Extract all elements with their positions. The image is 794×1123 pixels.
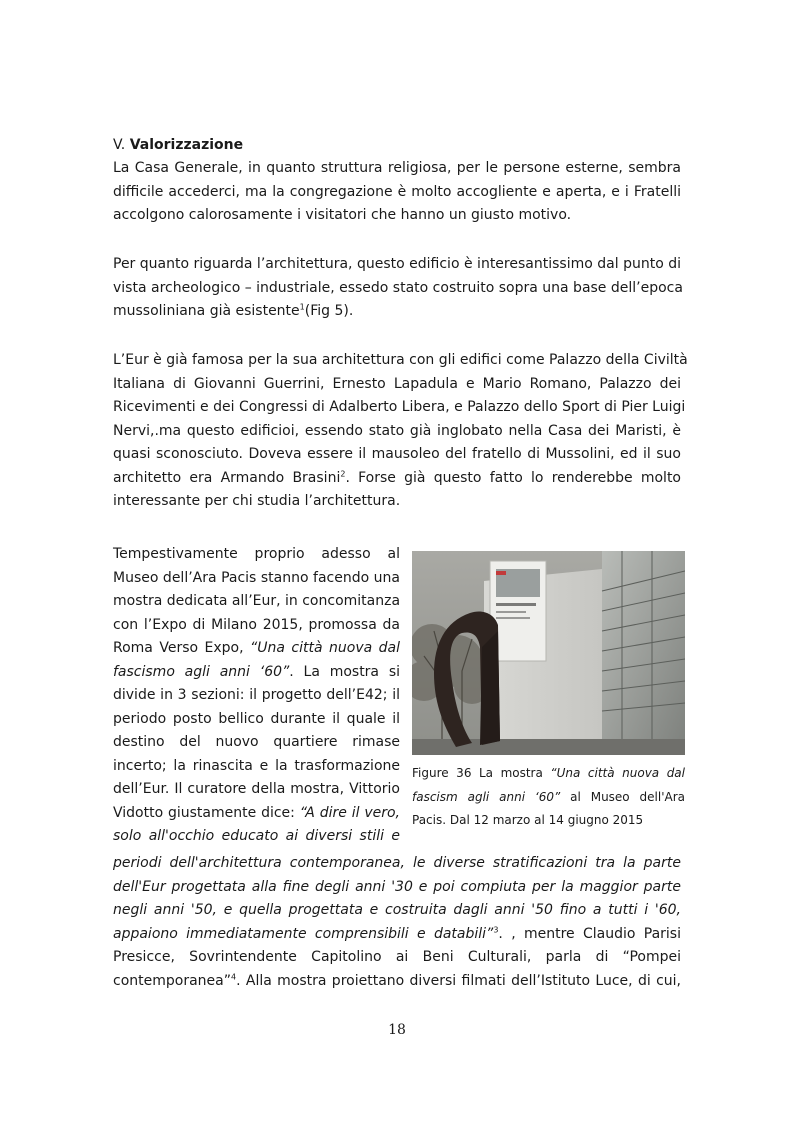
text-line: Tempestivamente proprio adesso al (113, 546, 400, 562)
text-line: periodi dell'architettura contemporanea, le diverse stratificazioni tra la parte (113, 855, 681, 871)
text-line (113, 802, 400, 826)
caption-line (412, 786, 685, 810)
text-line: mostra dedicata all’Eur, in concomitanza (113, 593, 401, 609)
text-segment: Roma Verso Expo, (113, 640, 250, 656)
page-number: 18 (388, 1022, 406, 1038)
caption-title: “Una città nuova dal (550, 766, 685, 780)
text-segment: . Alla mostra proiettano diversi filmati dell’Istituto Luce, di cui, (236, 972, 681, 989)
text-line: L’Eur è già famosa per la sua architettura con gli edifici come Palazzo della Civiltà (113, 352, 688, 368)
text-line: Italiana di Giovanni Guerrini, Ernesto Lapadula e Mario Romano, Palazzo dei (113, 375, 681, 392)
caption-line: Pacis. Dal 12 marzo al 14 giugno 2015 (412, 813, 644, 827)
paragraph-continuation (113, 852, 681, 993)
text-line: Nervi,.ma questo edificioi, essendo stato già inglobato nella Casa dei Maristi, è (113, 422, 681, 439)
section-heading (113, 134, 243, 156)
text-segment: . La mostra si (289, 663, 400, 680)
paragraph-architecture (113, 253, 681, 324)
text-segment: al Museo dell'Ara (560, 789, 686, 804)
text-line: periodo posto bellico durante il quale il (113, 710, 400, 727)
text-line: La Casa Generale, in quanto struttura religiosa, per le persone esterne, sembra (113, 160, 681, 176)
exhibition-photo (412, 551, 685, 755)
footnote-ref: 1 (299, 302, 305, 312)
text-segment: mussoliniana già esistente (113, 303, 300, 319)
text-line (113, 661, 400, 685)
footnote-ref: 2 (340, 468, 346, 478)
text-segment: . , mentre Claudio Parisi (498, 925, 681, 942)
exhibition-title: “Una città nuova dal (250, 640, 400, 656)
footnote-ref: 3 (493, 924, 499, 934)
text-line: Presicce, Sovrintendente Capitolino ai Beni Culturali, parla di “Pompei (113, 949, 681, 965)
text-segment: Figure 36 La mostra (412, 766, 551, 780)
footnote-ref: 4 (230, 971, 237, 981)
section-number: V. (113, 137, 130, 153)
text-segment: (Fig 5). (304, 303, 354, 319)
text-line (113, 923, 681, 947)
text-line: con l’Expo di Milano 2015, promossa da (113, 616, 400, 633)
text-line (113, 637, 400, 661)
quote-text: appaiono immediatamente comprensibili e databili” (113, 925, 494, 942)
text-line: dell’Eur. Il curatore della mostra, Vittorio (113, 781, 400, 797)
caption-title: fascism agli anni ‘60” (412, 789, 561, 804)
text-line: vista archeologico – industriale, essedo stato costruito sopra una base dell’epoca (113, 279, 683, 296)
museum-facade-image (412, 551, 685, 755)
caption-line (412, 762, 685, 786)
text-line: dell'Eur progettata alla fine degli anni '30 e poi compiuta per la maggior parte (113, 878, 681, 895)
text-line: Museo dell’Ara Pacis stanno facendo una (113, 569, 400, 586)
text-segment: . Forse già questo fatto lo renderebbe molto (345, 469, 682, 486)
text-line: quasi sconosciuto. Doveva essere il mausoleo del fratello di Mussolini, ed il suo (113, 446, 681, 462)
text-segment: contemporanea” (113, 972, 231, 989)
text-segment: Vidotto giustamente dice: (113, 804, 300, 821)
text-line: divide in 3 sezioni: il progetto dell’E42; il (113, 687, 400, 703)
text-line: incerto; la rinascita e la trasformazione (113, 757, 400, 774)
text-line: negli anni '50, e quella progettata e costruita dagli anni '50 fino a tutti i '60, (113, 902, 681, 918)
text-line: Ricevimenti e dei Congressi di Adalberto Libera, e Palazzo dello Sport di Pier Luigi (113, 399, 686, 415)
text-line: difficile accederci, ma la congregazione è molto accogliente e aperta, e i Fratelli (113, 183, 681, 200)
text-line: interessante per chi studia l’architettura. (113, 493, 401, 509)
figure-caption (412, 762, 685, 833)
text-line: accolgono calorosamente i visitatori che hanno un giusto motivo. (113, 207, 572, 223)
text-line: solo all'occhio educato ai diversi stili e (113, 828, 400, 844)
paragraph-intro (113, 157, 681, 228)
text-line: destino del nuovo quartiere rimase (113, 734, 400, 750)
text-line (113, 467, 681, 491)
quote-text: “A dire il vero, (299, 804, 400, 821)
text-line (113, 970, 681, 994)
text-line (113, 300, 681, 324)
section-title: Valorizzazione (129, 137, 244, 153)
paragraph-eur (113, 349, 688, 514)
text-segment: architetto era Armando Brasini (113, 469, 341, 486)
text-line: Per quanto riguarda l’architettura, questo edificio è interesantissimo dal punto di (113, 256, 681, 272)
paragraph-exhibition-column (113, 543, 400, 849)
exhibition-title: fascismo agli anni ‘60” (113, 663, 290, 680)
